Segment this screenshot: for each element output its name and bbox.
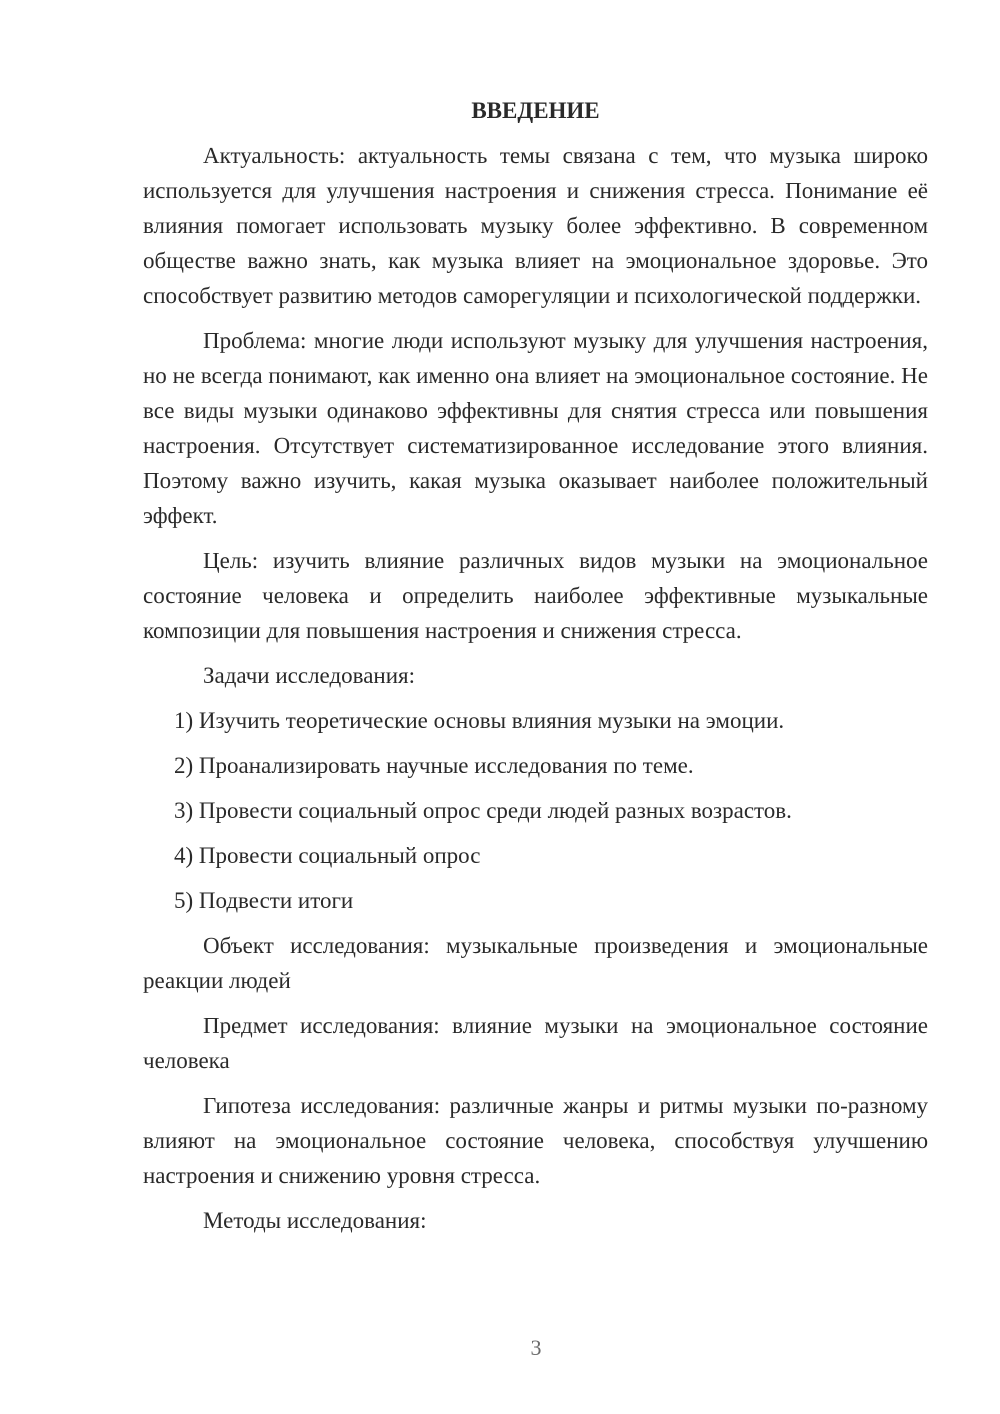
task-item: 4) Провести социальный опрос — [174, 843, 481, 868]
page-number: 3 — [530, 1335, 542, 1360]
page-content — [143, 94, 928, 1238]
section-title: ВВЕДЕНИЕ — [471, 98, 600, 123]
hypothesis-paragraph: Гипотеза исследования: различные жанры и ритмы музыки по-разному влияют на эмоциональное состояние человека, способствуя улучшению настроения и снижению уровня стресса. — [143, 1093, 928, 1188]
object-paragraph: Объект исследования: музыкальные произведения и эмоциональные реакции людей — [143, 933, 928, 993]
tasks-list — [143, 703, 928, 918]
task-item: 1) Изучить теоретические основы влияния музыки на эмоции. — [174, 708, 785, 733]
task-item: 2) Проанализировать научные исследования по теме. — [174, 753, 694, 778]
task-item: 5) Подвести итоги — [174, 888, 354, 913]
relevance-paragraph: Актуальность: актуальность темы связана с тем, что музыка широко используется для улучшения настроения и снижения стресса. Понимание её влияния помогает использовать музыку более эффективно. В современном обществе важно знать, как музыка влияет на эмоциональное здоровье. Это способствует развитию методов саморегуляции и психологической поддержки. — [143, 143, 928, 308]
task-item: 3) Провести социальный опрос среди людей разных возрастов. — [174, 798, 792, 823]
goal-paragraph: Цель: изучить влияние различных видов музыки на эмоциональное состояние человека и определить наиболее эффективные музыкальные композиции для повышения настроения и снижения стресса. — [143, 548, 928, 643]
problem-paragraph: Проблема: многие люди используют музыку для улучшения настроения, но не всегда понимают, как именно она влияет на эмоциональное состояние. Не все виды музыки одинаково эффективны для снятия стресса или повышения настроения. Отсутствует систематизированное исследование этого влияния. Поэтому важно изучить, какая музыка оказывает наиболее положительный эффект. — [143, 328, 928, 528]
tasks-heading: Задачи исследования: — [203, 663, 416, 688]
methods-heading: Методы исследования: — [203, 1208, 427, 1233]
subject-paragraph: Предмет исследования: влияние музыки на эмоциональное состояние человека — [143, 1013, 928, 1073]
